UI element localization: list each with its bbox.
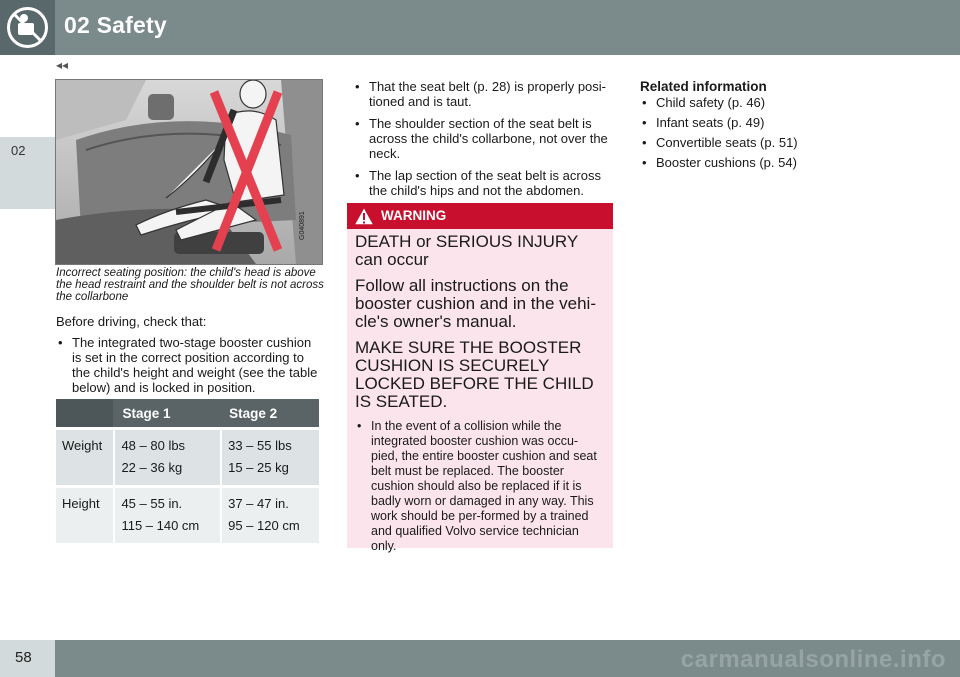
warning-title: WARNING (381, 208, 447, 223)
right-bullet-list (353, 79, 618, 205)
table-row (56, 427, 319, 485)
table-header-stage1: Stage 1 (113, 399, 220, 427)
left-bullet-list (56, 335, 324, 402)
booster-seat-illustration (55, 79, 323, 265)
table-cell (113, 485, 220, 543)
cell-value: 15 – 25 kg (228, 460, 289, 475)
table-header-row (56, 399, 319, 427)
page-number: 58 (15, 649, 32, 666)
figure-code: G040891 (299, 211, 306, 240)
warning-line: Follow all instructions on the booster cushion and in the vehi-cle's owner's manual. (355, 276, 596, 331)
related-information (640, 79, 940, 175)
table-cell (113, 427, 220, 485)
cell-value: 115 – 140 cm (121, 518, 200, 533)
cell-value: 22 – 36 kg (121, 460, 183, 475)
chapter-number: 02 (11, 143, 26, 158)
cell-value: 37 – 47 in. (228, 496, 289, 511)
row-label: Weight (56, 427, 113, 485)
warning-box (347, 203, 613, 553)
cell-value: 48 – 80 lbs (121, 438, 186, 453)
chapter-side-tab[interactable] (0, 137, 56, 209)
table-row (56, 485, 319, 543)
table-cell (220, 485, 319, 543)
warning-line: MAKE SURE THE BOOSTER CUSHION IS SECURELY LOCKED BEFORE THE CHILD IS SEATED. (355, 338, 594, 411)
page-header (0, 0, 960, 55)
cell-value: 33 – 55 lbs (228, 438, 292, 453)
warning-bullet-list (355, 419, 605, 554)
warning-header (347, 203, 613, 229)
list-item: • The lap section of the seat belt is across the child's hips and not the abdomen. (353, 168, 618, 198)
row-label: Height (56, 485, 113, 543)
page-number-box (0, 640, 55, 677)
back-arrows-icon[interactable]: ◂◂ (56, 58, 69, 72)
list-item: • In the event of a collision while the integrated booster cushion was occu-pied, the entire booster cushion and seat belt must be replaced. The booster cushion should also be replaced if it is badly worn or damaged in any way. This work should be per-formed by a trained and qualified Volvo service technician only. (355, 419, 605, 554)
chapter-title: 02 Safety (64, 12, 167, 38)
list-item: • The integrated two-stage booster cushion is set in the correct position according to the child's height and weight (see the table below) and is locked in position. (56, 335, 324, 395)
related-links (640, 95, 940, 170)
table-header-blank (56, 399, 113, 427)
intro-text: Before driving, check that: (56, 314, 207, 329)
warning-line: DEATH or SERIOUS INJURY can occur (355, 232, 578, 269)
cell-value: 45 – 55 in. (121, 496, 183, 511)
related-title: Related information (640, 79, 767, 94)
figure-caption: Incorrect seating position: the child's head is above the head restraint and the shoulder belt is not across the collarbone (56, 267, 324, 303)
related-link[interactable]: • Infant seats (p. 49) (640, 115, 940, 130)
related-link[interactable]: • Booster cushions (p. 54) (640, 155, 940, 170)
related-link[interactable]: • Convertible seats (p. 51) (640, 135, 940, 150)
list-item: • The shoulder section of the seat belt is across the child's collarbone, not over the neck. (353, 116, 618, 161)
cell-value: 95 – 120 cm (228, 518, 300, 533)
table-header-stage2: Stage 2 (220, 399, 319, 427)
watermark: carmanualsonline.info (680, 646, 946, 673)
warning-triangle-icon (352, 205, 376, 227)
related-link[interactable]: • Child safety (p. 46) (640, 95, 940, 110)
child-seat-warning-icon (0, 0, 55, 55)
page-footer (0, 640, 960, 677)
list-item: • That the seat belt (p. 28) is properly posi-tioned and is taut. (353, 79, 618, 109)
table-cell (220, 427, 319, 485)
warning-body (347, 229, 613, 554)
booster-stage-table (56, 399, 319, 543)
